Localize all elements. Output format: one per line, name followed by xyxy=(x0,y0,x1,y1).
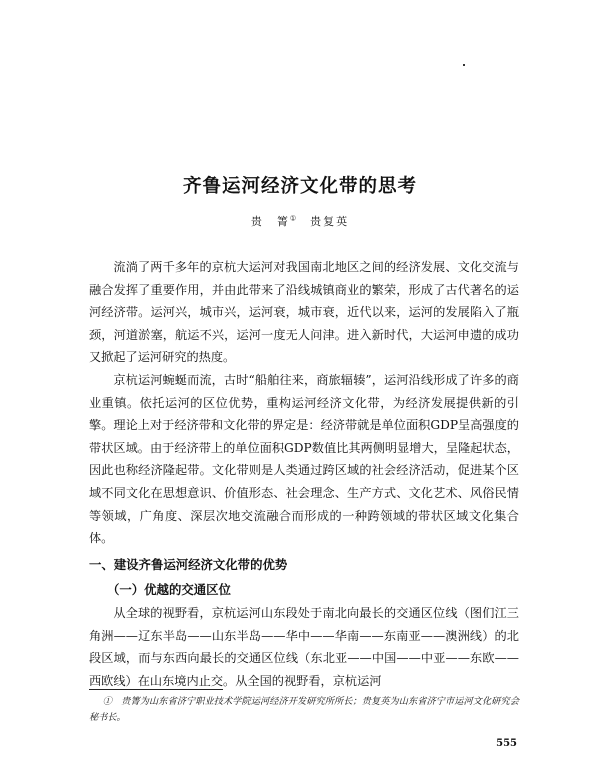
subsection-heading: （一）优越的交通区位 xyxy=(107,582,231,598)
article-body xyxy=(89,256,519,692)
paragraph-traffic: 从全球的视野看，京杭运河山东段处于南北向最长的交通区位线（图们江三角洲——辽东半岛——山东半岛——华中——华南——东南亚——澳洲线）的北段区域，而与东西向最长的交通区位线（东北亚——中国——中亚——东欧——西欧线）在山东境内止交。从全国的视野看，京杭运河 xyxy=(89,605,519,688)
footnote-divider xyxy=(89,689,223,690)
section-heading: 一、建设齐鲁运河经济文化带的优势 xyxy=(89,556,288,572)
article-title: 齐鲁运河经济文化带的思考 xyxy=(182,176,417,197)
author-footnote-marker: ① xyxy=(289,214,297,223)
footnote: ① 贵箐为山东省济宁职业技术学院运河经济开发研究所所长；贵复英为山东省济宁市运河文化研究会秘书长。 xyxy=(89,696,519,723)
author-second: 贵复英 xyxy=(310,215,350,228)
paragraph-intro: 流淌了两千多年的京杭大运河对我国南北地区之间的经济发展、文化交流与融合发挥了重要作用，并由此带来了沿线城镇商业的繁荣，形成了古代著名的运河经济带。运河兴，城市兴，运河衰，城市衰，近代以来，运河的发展陷入了瓶颈，河道淤塞，航运不兴，运河一度无人问津。进入新时代，大运河申遗的成功又掀起了运河研究的热度。 xyxy=(89,260,519,365)
page-number: 555 xyxy=(496,738,517,749)
paragraph-definition: 京杭运河蜿蜒而流，古时“船舶往来，商旅辐辏”，运河沿线形成了许多的商业重镇。依托运河的区位优势，重构运河经济文化带，为经济发展提供新的引擎。理论上对于经济带和文化带的界定是：经济带就是单位面积GDP呈高强度的带状区域。由于经济带上的单位面积GDP数值比其两侧明显增大，呈隆起状态，因此也称经济隆起带。文化带则是人类通过跨区域的社会经济活动，促进某个区域不同文化在思想意识、价值形态、社会理念、生产方式、文化艺术、风俗民情等领域，广角度、深层次地交流融合而形成的一种跨领域的带状区域文化集合体。 xyxy=(89,372,519,546)
scan-speck xyxy=(463,64,465,66)
author-line xyxy=(0,213,600,229)
author-first: 贵 箐 xyxy=(250,215,290,228)
